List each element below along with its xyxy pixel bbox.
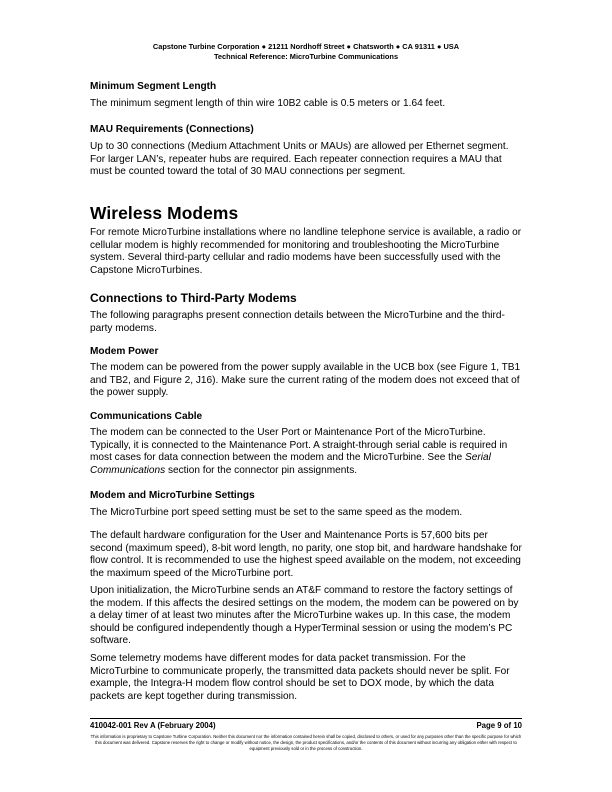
paragraph-wireless-modems: For remote MicroTurbine installations where no landline telephone service is available, a radio or cellular modem is highly recommended for monitoring and troubleshooting the MicroTurbine system. Several third-party cellular and radio modems have been successfully used with the Capstone MicroTurbines. (90, 227, 522, 276)
cable-text-end: section for the connector pin assignments. (165, 464, 358, 476)
footer-document-id: 410042-001 Rev A (February 2004) (90, 721, 216, 730)
heading-modem-settings: Modem and MicroTurbine Settings (90, 490, 255, 501)
heading-communications-cable: Communications Cable (90, 411, 203, 422)
footer-proprietary-notice: This information is proprietary to Capstone Turbine Corporation. Neither this document nor the information contained herein shall be copied, disclosed to others, or used for any purposes other than the specific purpose for which this document was delivered. Capstone reserves the right to change or modify without notice, the design, the product specifications, and/or the contents of this document without incurring any obligation either with respect to equipment previously sold or in the process of construction. (90, 734, 522, 751)
heading-wireless-modems: Wireless Modems (90, 203, 239, 223)
paragraph-mau-requirements: Up to 30 connections (Medium Attachment Units or MAUs) are allowed per Ethernet segment. For larger LAN’s, repeater hubs are required. Each repeater connection requires a MAU that must be counted toward the total of 30 MAU connections per segment. (90, 141, 509, 178)
cable-text-start: The modem can be connected to the User Port or Maintenance Port of the MicroTurbine. Typically, it is connected to the Maintenance Port. A straight-through serial cable is required in most cases for data connection between the modem and the MicroTurbine. See the (90, 427, 508, 464)
footer-page-number: Page 9 of 10 (476, 721, 522, 730)
paragraph-third-party-modems: The following paragraphs present connection details between the MicroTurbine and the third-party modems. (90, 310, 505, 334)
heading-minimum-segment-length: Minimum Segment Length (90, 81, 217, 92)
header-doc-title: Technical Reference: MicroTurbine Communications (213, 52, 399, 61)
paragraph-minimum-segment-length: The minimum segment length of thin wire 10B2 cable is 0.5 meters or 1.64 feet. (90, 98, 446, 109)
header-company-address: Capstone Turbine Corporation ● 21211 Nordhoff Street ● Chatsworth ● CA 91311 ● USA (152, 42, 460, 51)
heading-mau-requirements: MAU Requirements (Connections) (90, 124, 254, 135)
heading-third-party-modems: Connections to Third-Party Modems (90, 291, 297, 305)
paragraph-settings-initialization: Upon initialization, the MicroTurbine sends an AT&F command to restore the factory settings of the modem. If this affects the desired settings on the modem, the modem can be powered on by a delay timer of at least two minutes after the MicroTurbine wakes up. In this case, the modem should be configured independently though a HyperTerminal session or using the modem’s PC software. (90, 585, 519, 647)
paragraph-settings-port-speed: The MicroTurbine port speed setting must be set to the same speed as the modem. (90, 507, 463, 518)
footer-divider (90, 718, 522, 719)
heading-modem-power: Modem Power (90, 346, 159, 357)
paragraph-modem-power: The modem can be powered from the power supply available in the UCB box (see Figure 1, TB1 and TB2, and Figure 2, J16). Make sure the current rating of the modem does not exceed that of the power supply. (90, 362, 521, 399)
paragraph-settings-default-config: The default hardware configuration for the User and Maintenance Ports is 57,600 bits per second (maximum speed), 8-bit word length, no parity, one stop bit, and hardware handshake for flow control. It is recommended to use the highest speed available on the modem, not exceeding the maximum speed of the MicroTurbine port. (90, 530, 522, 579)
serial-communications-reference: Serial Communications (90, 452, 491, 476)
paragraph-communications-cable (90, 427, 522, 477)
paragraph-settings-telemetry: Some telemetry modems have different modes for data packet transmission. For the MicroTurbine to communicate properly, the transmitted data packets should never be split. For example, the Integra-H modem flow control should be set to DOX mode, by which the data packets are kept together during transmission. (90, 653, 510, 702)
